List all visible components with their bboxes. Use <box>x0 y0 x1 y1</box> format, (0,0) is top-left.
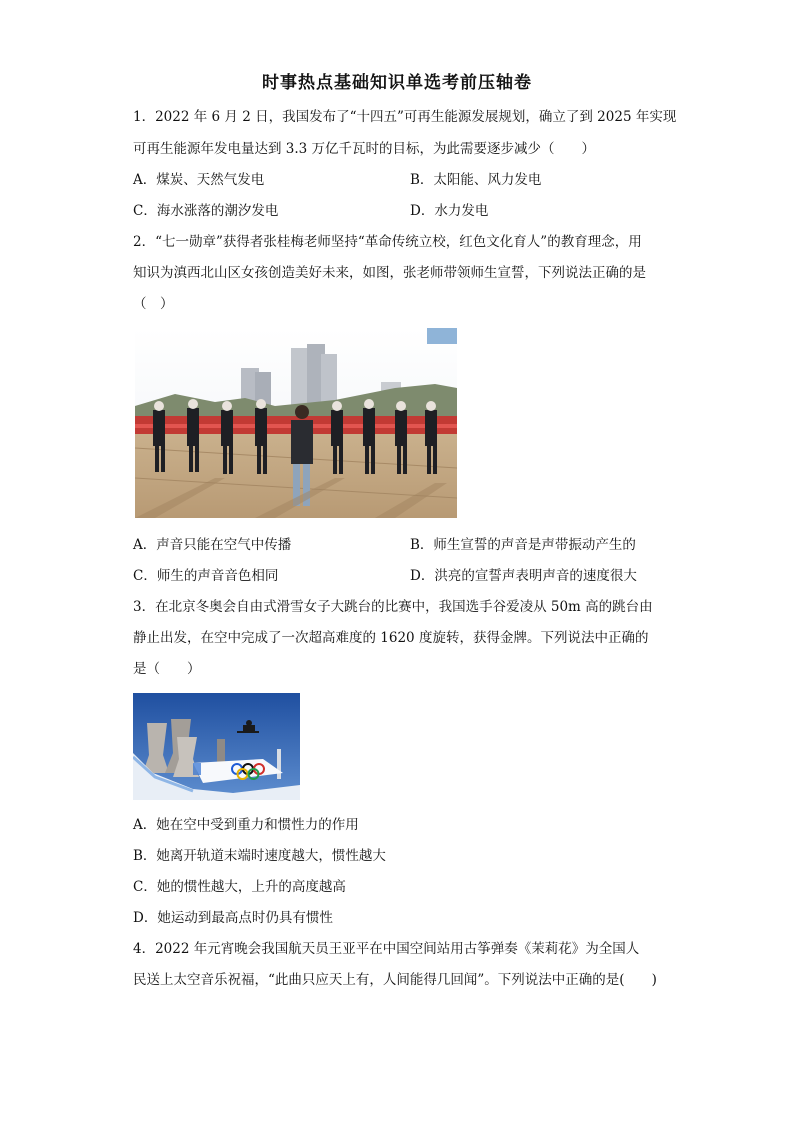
q1-option-d[interactable]: D．水力发电 <box>410 203 489 219</box>
q3-stem-line-1: 3．在北京冬奥会自由式滑雪女子大跳台的比赛中，我国选手谷爱凌从 50m 高的跳台由 <box>133 599 653 615</box>
big-air-jump-photo <box>133 693 300 800</box>
q3-stem-line-2: 静止出发，在空中完成了一次超高难度的 1620 度旋转，获得金牌。下列说法中正确的 <box>133 630 649 646</box>
q2-option-a[interactable]: A．声音只能在空气中传播 <box>133 537 292 553</box>
q3-stem-line-3: 是（ ） <box>133 661 201 677</box>
q2-stem-line-3: （ ） <box>133 296 174 312</box>
page-title: 时事热点基础知识单选考前压轴卷 <box>262 73 532 93</box>
q1-option-a[interactable]: A．煤炭、天然气发电 <box>133 172 265 188</box>
q2-option-d[interactable]: D．洪亮的宣誓声表明声音的速度很大 <box>410 568 637 584</box>
q1-stem-line-1: 1．2022 年 6 月 2 日，我国发布了“十四五”可再生能源发展规划，确立了到 2025 年实现 <box>133 109 677 125</box>
q3-option-a[interactable]: A．她在空中受到重力和惯性力的作用 <box>133 817 359 833</box>
q2-stem-line-2: 知识为滇西北山区女孩创造美好未来，如图，张老师带领师生宣誓，下列说法正确的是 <box>133 265 646 281</box>
q1-option-c[interactable]: C．海水涨落的潮汐发电 <box>133 203 279 219</box>
q4-stem-line-1: 4．2022 年元宵晚会我国航天员王亚平在中国空间站用古筝弹奏《茉莉花》为全国人 <box>133 941 640 957</box>
q2-stem-line-1: 2．“七一勋章”获得者张桂梅老师坚持“革命传统立校，红色文化育人”的教育理念，用 <box>133 234 642 250</box>
q2-option-c[interactable]: C．师生的声音音色相同 <box>133 568 279 584</box>
oath-ceremony-photo <box>135 328 457 518</box>
q3-option-d[interactable]: D．她运动到最高点时仍具有惯性 <box>133 910 333 926</box>
q4-stem-line-2: 民送上太空音乐祝福，“此曲只应天上有，人间能得几回闻”。下列说法中正确的是( ) <box>133 972 657 988</box>
q3-option-b[interactable]: B．她离开轨道末端时速度越大，惯性越大 <box>133 848 386 864</box>
q2-option-b[interactable]: B．师生宣誓的声音是声带振动产生的 <box>410 537 636 553</box>
q1-option-b[interactable]: B．太阳能、风力发电 <box>410 172 542 188</box>
q3-option-c[interactable]: C．她的惯性越大，上升的高度越高 <box>133 879 346 895</box>
q1-stem-line-2: 可再生能源年发电量达到 3.3 万亿千瓦时的目标，为此需要逐步减少（ ） <box>133 141 596 157</box>
